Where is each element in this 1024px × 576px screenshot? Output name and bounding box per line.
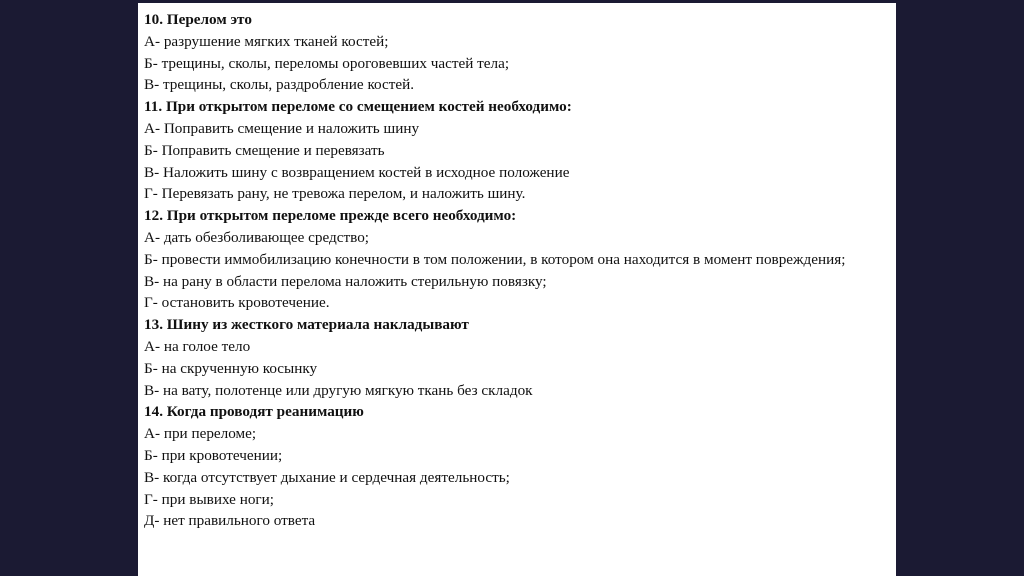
answer-option: А- при переломе;	[144, 425, 257, 443]
answer-option: А- разрушение мягких тканей костей;	[144, 32, 389, 50]
answer-option: Б- трещины, сколы, переломы ороговевших частей тела;	[144, 54, 510, 72]
question-title: 10. Перелом это	[144, 11, 252, 28]
answer-option: А- на голое тело	[144, 337, 251, 355]
answer-option: Б- Поправить смещение и перевязать	[144, 141, 385, 159]
answer-option: В- на вату, полотенце или другую мягкую ткань без складок	[144, 381, 533, 399]
answer-option: Д- нет правильного ответа	[144, 512, 316, 530]
slide-page	[138, 3, 896, 576]
answer-option: Г- Перевязать рану, не тревожа перелом, и наложить шину.	[144, 185, 526, 203]
answer-option: Б- на скрученную косынку	[144, 359, 318, 377]
answer-option: В- когда отсутствует дыхание и сердечная деятельность;	[144, 468, 510, 486]
question-title: 12. При открытом переломе прежде всего необходимо:	[144, 207, 517, 225]
question-title: 13. Шину из жесткого материала накладывают	[144, 316, 469, 334]
answer-option: Г- остановить кровотечение.	[144, 294, 330, 312]
question-title: 14. Когда проводят реанимацию	[144, 403, 364, 421]
answer-option: Г- при вывихе ноги;	[144, 490, 275, 508]
answer-option: В- Наложить шину с возвращением костей в исходное положение	[144, 163, 570, 181]
answer-option: А- дать обезболивающее средство;	[144, 228, 370, 246]
answer-option: Б- при кровотечении;	[144, 446, 283, 464]
answer-option: А- Поправить смещение и наложить шину	[144, 119, 420, 137]
answer-option: В- трещины, сколы, раздробление костей.	[144, 76, 415, 94]
answer-option: Б- провести иммобилизацию конечности в том положении, в котором она находится в момент повреждения;	[144, 250, 846, 268]
question-title: 11. При открытом переломе со смещением костей необходимо:	[144, 98, 572, 116]
answer-option: В- на рану в области перелома наложить стерильную повязку;	[144, 272, 547, 290]
